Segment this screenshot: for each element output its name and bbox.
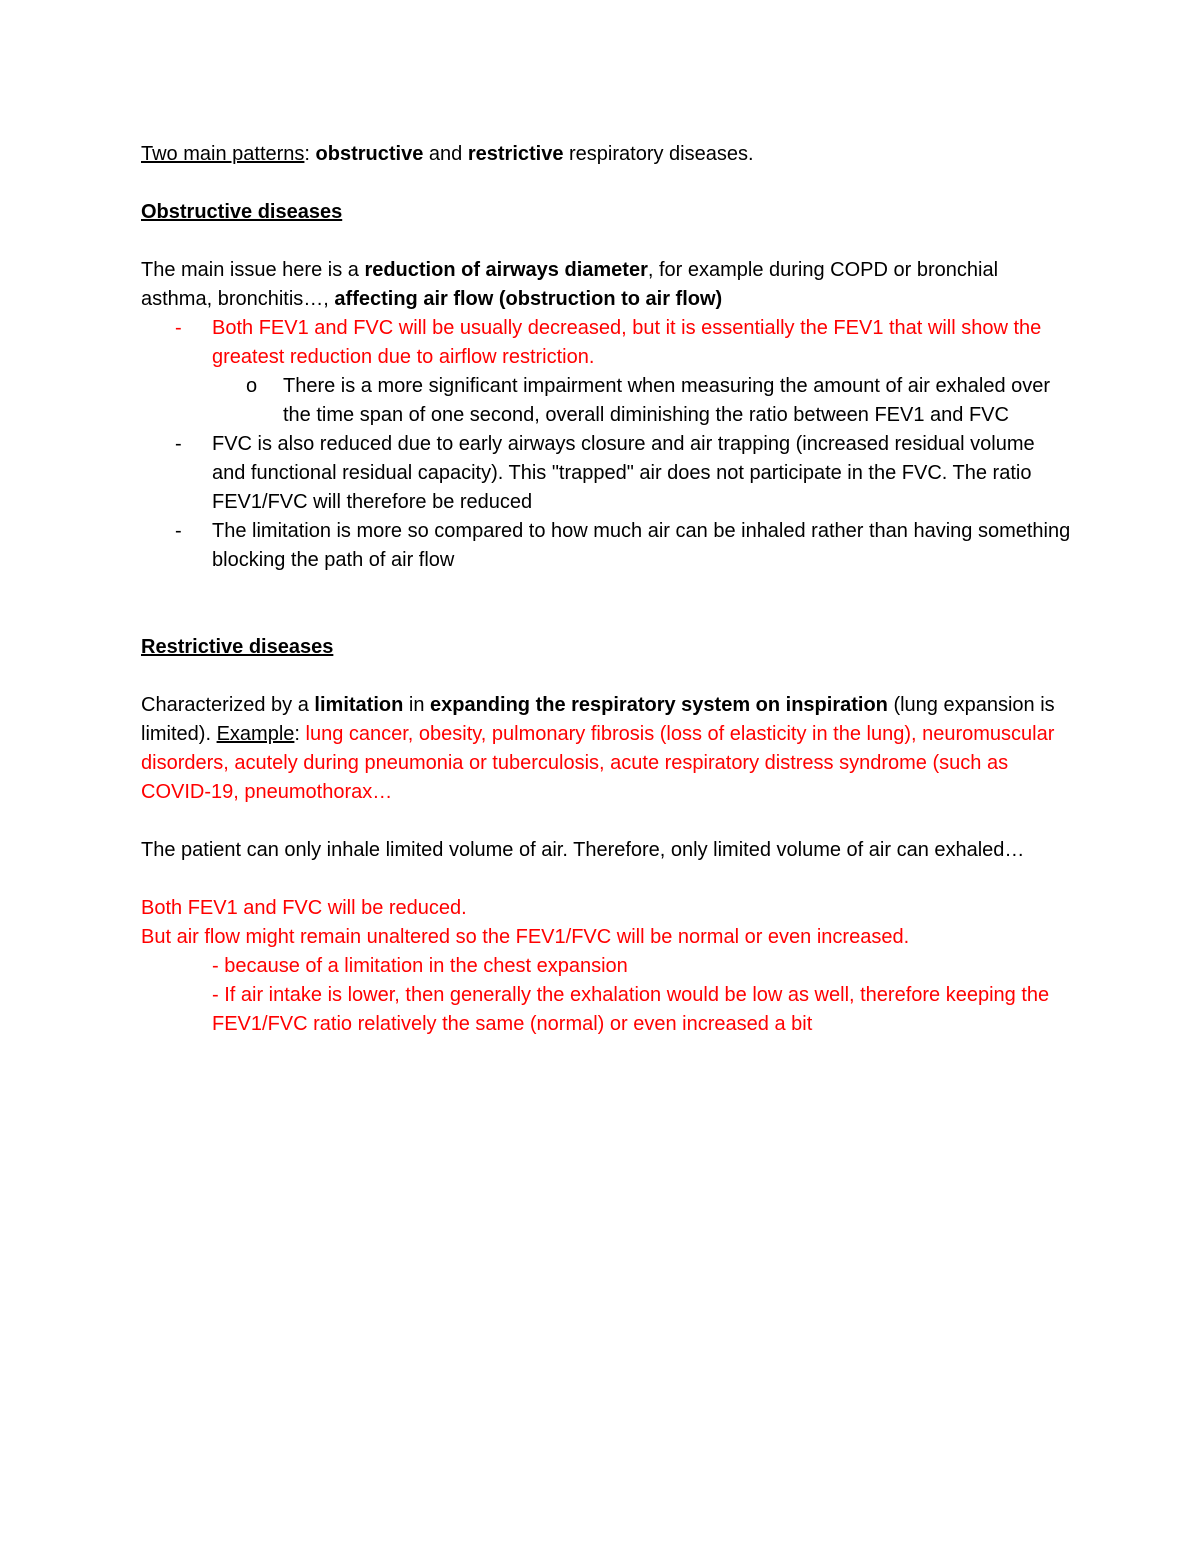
bullet-text: Both FEV1 and FVC will be usually decreased, but it is essentially the FEV1 that will show the greatest reduction due to airflow restriction. — [212, 317, 1042, 368]
dash-bullet-icon: - — [175, 433, 182, 455]
term-obstructive: obstructive — [315, 143, 424, 165]
dash-bullet-icon: - — [175, 520, 182, 542]
sub-bullet-text: There is a more significant impairment when measuring the amount of air exhaled over the time span of one second, overall diminishing the ratio between FEV1 and FVC — [283, 375, 1051, 426]
example-colon: : — [294, 723, 306, 745]
obstructive-paragraph — [141, 256, 1071, 314]
restrictive-red-line-2: But air flow might remain unaltered so the FEV1/FVC will be normal or even increased. — [141, 926, 910, 948]
intro-paragraph — [141, 140, 1071, 169]
sub-bullet-list — [212, 372, 1071, 430]
intro-tail: respiratory diseases. — [563, 143, 754, 165]
example-label: Example — [216, 723, 295, 745]
restrictive-bold-1: limitation — [314, 694, 404, 716]
restrictive-paragraph-2: The patient can only inhale limited volume of air. Therefore, only limited volume of air can exhaled… — [141, 839, 1025, 861]
list-item — [141, 517, 1071, 575]
circle-bullet-icon: o — [246, 375, 258, 397]
restrictive-paragraph — [141, 691, 1071, 807]
obstructive-text-2: , for example during COPD or bronchial asthma, bronchitis…, — [141, 259, 999, 310]
restrictive-red-line-1: Both FEV1 and FVC will be reduced. — [141, 897, 467, 919]
restrictive-text-3: (lung expansion is limited). — [141, 694, 1055, 745]
bullet-text: FVC is also reduced due to early airways closure and air trapping (increased residual volume and functional residual capacity). This "trapped" air does not participate in the FVC. The ratio FEV1/FVC will therefore be reduced — [212, 433, 1035, 513]
example-list: lung cancer, obesity, pulmonary fibrosis (loss of elasticity in the lung), neuromuscular disorders, acutely during pneumonia or tuberculosis, acute respiratory distress syndrome (such as COVID-19, pneumothorax… — [141, 723, 1055, 803]
intro-and: and — [423, 143, 468, 165]
list-item — [212, 372, 1071, 430]
obstructive-text-1: The main issue here is a — [141, 259, 365, 281]
obstructive-bold-2: affecting air flow (obstruction to air flow) — [334, 288, 723, 310]
restrictive-text-2: in — [403, 694, 430, 716]
restrictive-text-1: Characterized by a — [141, 694, 315, 716]
obstructive-heading: Obstructive diseases — [141, 201, 343, 223]
list-item — [141, 430, 1071, 517]
restrictive-red-line-4: - If air intake is lower, then generally the exhalation would be low as well, therefore keeping the FEV1/FVC ratio relatively the same (normal) or even increased a bit — [212, 984, 1050, 1035]
restrictive-red-line-3: - because of a limitation in the chest expansion — [212, 955, 628, 977]
restrictive-heading: Restrictive diseases — [141, 636, 334, 658]
term-restrictive: restrictive — [467, 143, 564, 165]
dash-bullet-icon: - — [175, 317, 182, 339]
restrictive-bold-2: expanding the respiratory system on inspiration — [430, 694, 888, 716]
list-item — [141, 314, 1071, 430]
document-body — [141, 140, 1071, 1039]
intro-label: Two main patterns — [141, 143, 305, 165]
obstructive-bullet-list — [141, 314, 1071, 575]
bullet-text: The limitation is more so compared to how much air can be inhaled rather than having something blocking the path of air flow — [212, 520, 1071, 571]
intro-colon: : — [304, 143, 316, 165]
obstructive-bold-1: reduction of airways diameter — [364, 259, 648, 281]
